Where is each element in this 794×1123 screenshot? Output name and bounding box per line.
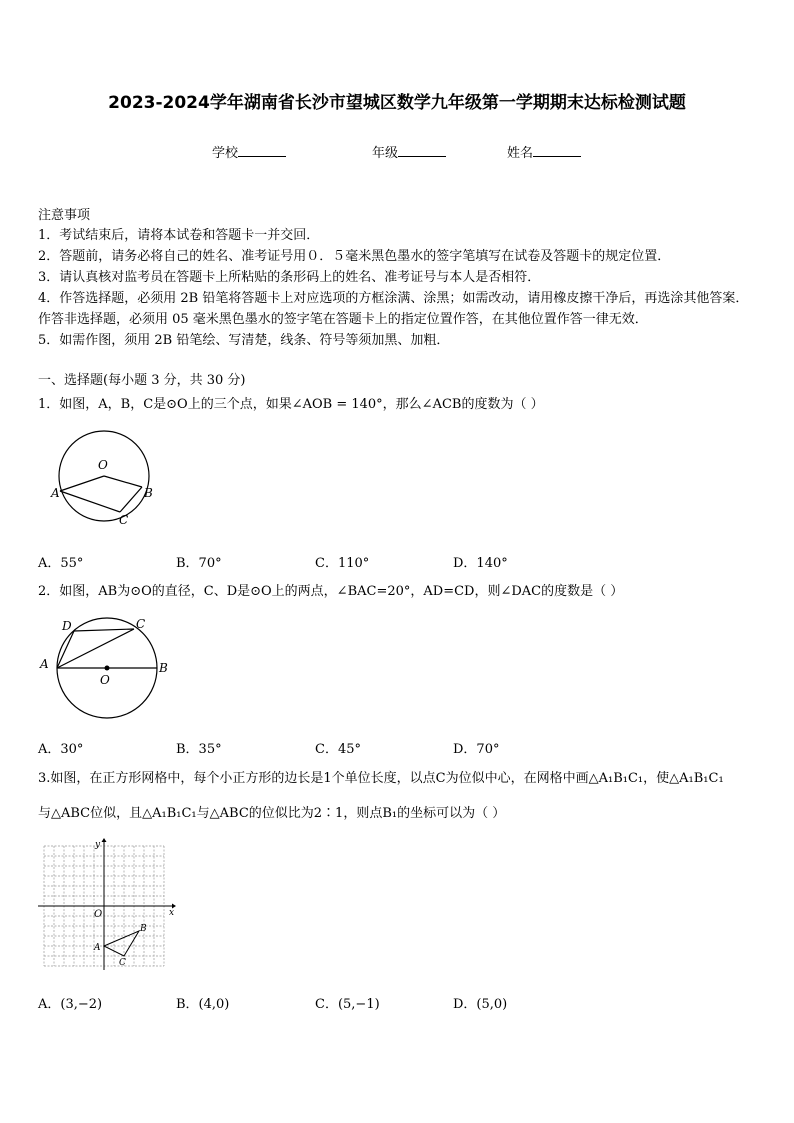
grade-field[interactable] [372, 142, 446, 161]
paper-title: 2023-2024学年湖南省长沙市望城区数学九年级第一学期期末达标检测试题 [108, 93, 686, 113]
q1-option-d[interactable]: D．140° [453, 556, 508, 571]
grade-label: 年级 [372, 146, 399, 161]
q1-option-b[interactable]: B．70° [176, 556, 222, 571]
notice-item-3: 3．请认真核对监考员在答题卡上所粘贴的条形码上的姓名、准考证号与本人是否相符． [38, 270, 541, 285]
q3-option-c[interactable]: C．(5,−1) [315, 997, 380, 1012]
q2-center-point [105, 666, 110, 671]
q2-option-a[interactable]: A．30° [38, 742, 84, 757]
q2-label-c: C [136, 617, 146, 631]
notice-item-4: 4．作答选择题，必须用 2B 铅笔将答题卡上对应选项的方框涂满、涂黑；如需改动，请用橡皮擦干净后，再选涂其他答案．作答非选择题，必须用 05 毫米黑色墨水的签字笔在答题卡上的指定位置作答，在其他位置作答一律无效． [38, 291, 749, 327]
q2-label-o: O [100, 673, 110, 687]
notice-heading: 注意事项 [38, 208, 91, 223]
q1-segment-ac [60, 491, 120, 512]
school-blank[interactable] [238, 144, 286, 157]
q2-label-d: D [62, 619, 72, 633]
q3-label-b: B [140, 924, 147, 934]
name-field[interactable] [507, 142, 581, 161]
q1-label-o: O [98, 458, 108, 472]
q3-label-o: O [94, 909, 103, 920]
question-3-stem-line-1: 3.如图，在正方形网格中，每个小正方形的边长是1个单位长度，以点C为位似中心，在网格中画△A₁B₁C₁，使△A₁B₁C₁ [38, 771, 724, 786]
q3-label-c: C [119, 958, 126, 968]
question-2-figure [36, 612, 172, 736]
question-1-stem: 1．如图，A，B，C是⊙O上的三个点，如果∠AOB = 140°，那么∠ACB的度数为（ ） [38, 397, 544, 412]
q1-label-b: B [144, 486, 153, 500]
question-3-stem-line-2: 与△ABC位似，且△A₁B₁C₁与△ABC的位似比为2∶1，则点B₁的坐标可以为（ ） [38, 806, 506, 821]
q3-option-b[interactable]: B．(4,0) [176, 997, 230, 1012]
grade-blank[interactable] [398, 144, 446, 157]
q1-segment-bc [120, 487, 142, 512]
q3-label-y: y [95, 840, 101, 850]
notice-item-2: 2．答题前，请务必将自己的姓名、准考证号用０．５毫米黑色墨水的签字笔填写在试卷及答题卡的规定位置． [38, 249, 671, 264]
question-3-grid-figure [36, 838, 178, 972]
q1-segment-ob [104, 476, 142, 487]
q2-segment-ad [57, 631, 74, 668]
q1-label-a: A [51, 486, 60, 500]
question-2-stem: 2．如图，AB为⊙O的直径，C、D是⊙O上的两点，∠BAC=20°，AD=CD，则∠DAC的度数是（ ） [38, 584, 624, 599]
q3-option-a[interactable]: A．(3,−2) [38, 997, 103, 1012]
q3-y-axis-arrow [102, 838, 107, 842]
q2-segment-dc [74, 629, 134, 631]
section-heading: 一、选择题(每小题 3 分，共 30 分) [38, 373, 246, 388]
q2-option-d[interactable]: D．70° [453, 742, 500, 757]
q2-option-b[interactable]: B．35° [176, 742, 222, 757]
q2-label-a: A [40, 657, 49, 671]
question-1-figure [48, 428, 160, 530]
q2-option-c[interactable]: C．45° [315, 742, 361, 757]
notice-item-1: 1．考试结束后，请将本试卷和答题卡一并交回． [38, 228, 320, 243]
q1-label-c: C [119, 513, 129, 527]
q1-segment-oa [60, 476, 104, 491]
q1-option-c[interactable]: C．110° [315, 556, 370, 571]
q2-segment-ac [57, 629, 134, 668]
name-blank[interactable] [533, 144, 581, 157]
school-field[interactable] [212, 142, 286, 161]
school-label: 学校 [212, 146, 239, 161]
q1-option-a[interactable]: A．55° [38, 556, 84, 571]
q3-label-a: A [94, 943, 101, 953]
q3-label-x: x [169, 908, 175, 918]
q3-option-d[interactable]: D．(5,0) [453, 997, 508, 1012]
notice-item-5: 5．如需作图，须用 2B 铅笔绘、写清楚，线条、符号等须加黑、加粗． [38, 333, 450, 348]
q2-label-b: B [159, 661, 168, 675]
name-label: 姓名 [507, 146, 534, 161]
